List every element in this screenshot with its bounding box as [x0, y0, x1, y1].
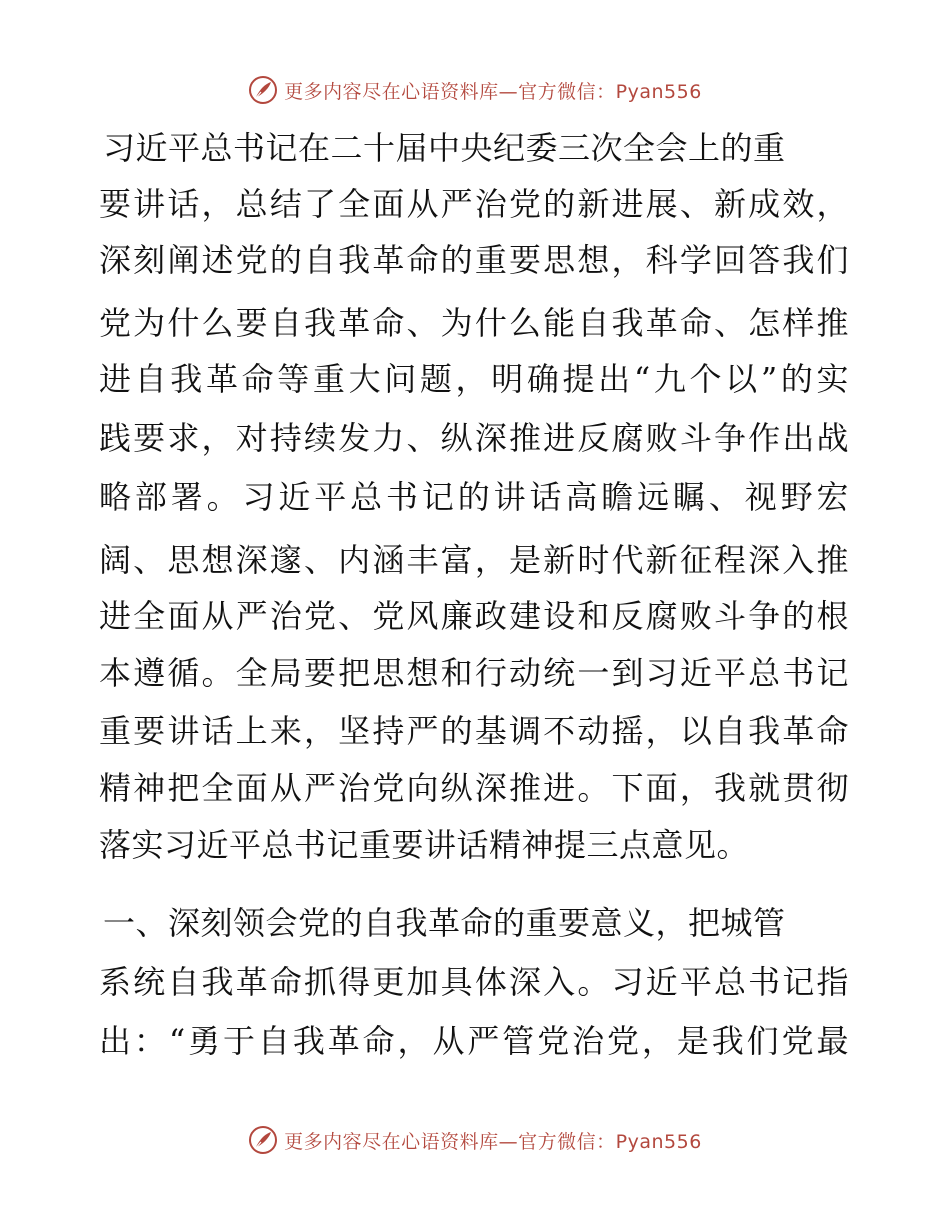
watermark-text: 更多内容尽在心语资料库—官方微信：Pyan556 — [284, 80, 702, 103]
paragraph-line: 习近平总书记在二十届中央纪委三次全会上的重 — [103, 129, 786, 167]
paragraph-line: 党为什么要自我革命、为什么能自我革命、怎样推 — [99, 304, 849, 342]
paragraph-line: 出：“勇于自我革命，从严管党治党，是我们党最 — [99, 1022, 849, 1060]
paragraph-line: 略部署。习近平总书记的讲话高瞻远瞩、视野宏 — [99, 478, 849, 516]
feather-pen-logo-icon — [248, 1125, 278, 1155]
paragraph-line: 重要讲话上来，坚持严的基调不动摇，以自我革命 — [99, 712, 849, 750]
feather-pen-logo-icon — [248, 75, 278, 105]
paragraph-line: 深刻阐述党的自我革命的重要思想，科学回答我们 — [99, 241, 849, 279]
paragraph-line: 进自我革命等重大问题，明确提出“九个以”的实 — [99, 360, 849, 398]
paragraph-line: 系统自我革命抓得更加具体深入。习近平总书记指 — [99, 963, 849, 1001]
header-watermark — [0, 70, 950, 110]
paragraph-line: 精神把全面从严治党向纵深推进。下面，我就贯彻 — [99, 769, 849, 807]
paragraph-line: 本遵循。全局要把思想和行动统一到习近平总书记 — [99, 654, 849, 692]
section-heading-line: 一、深刻领会党的自我革命的重要意义，把城管 — [103, 904, 786, 942]
paragraph-line: 进全面从严治党、党风廉政建设和反腐败斗争的根 — [99, 597, 849, 635]
paragraph-line: 阔、思想深邃、内涵丰富，是新时代新征程深入推 — [99, 541, 849, 579]
paragraph-line: 要讲话，总结了全面从严治党的新进展、新成效， — [99, 185, 849, 223]
paragraph-line: 践要求，对持续发力、纵深推进反腐败斗争作出战 — [99, 419, 849, 457]
paragraph-line: 落实习近平总书记重要讲话精神提三点意见。 — [99, 826, 750, 864]
footer-watermark — [0, 1120, 950, 1160]
watermark-text: 更多内容尽在心语资料库—官方微信：Pyan556 — [284, 1130, 702, 1153]
